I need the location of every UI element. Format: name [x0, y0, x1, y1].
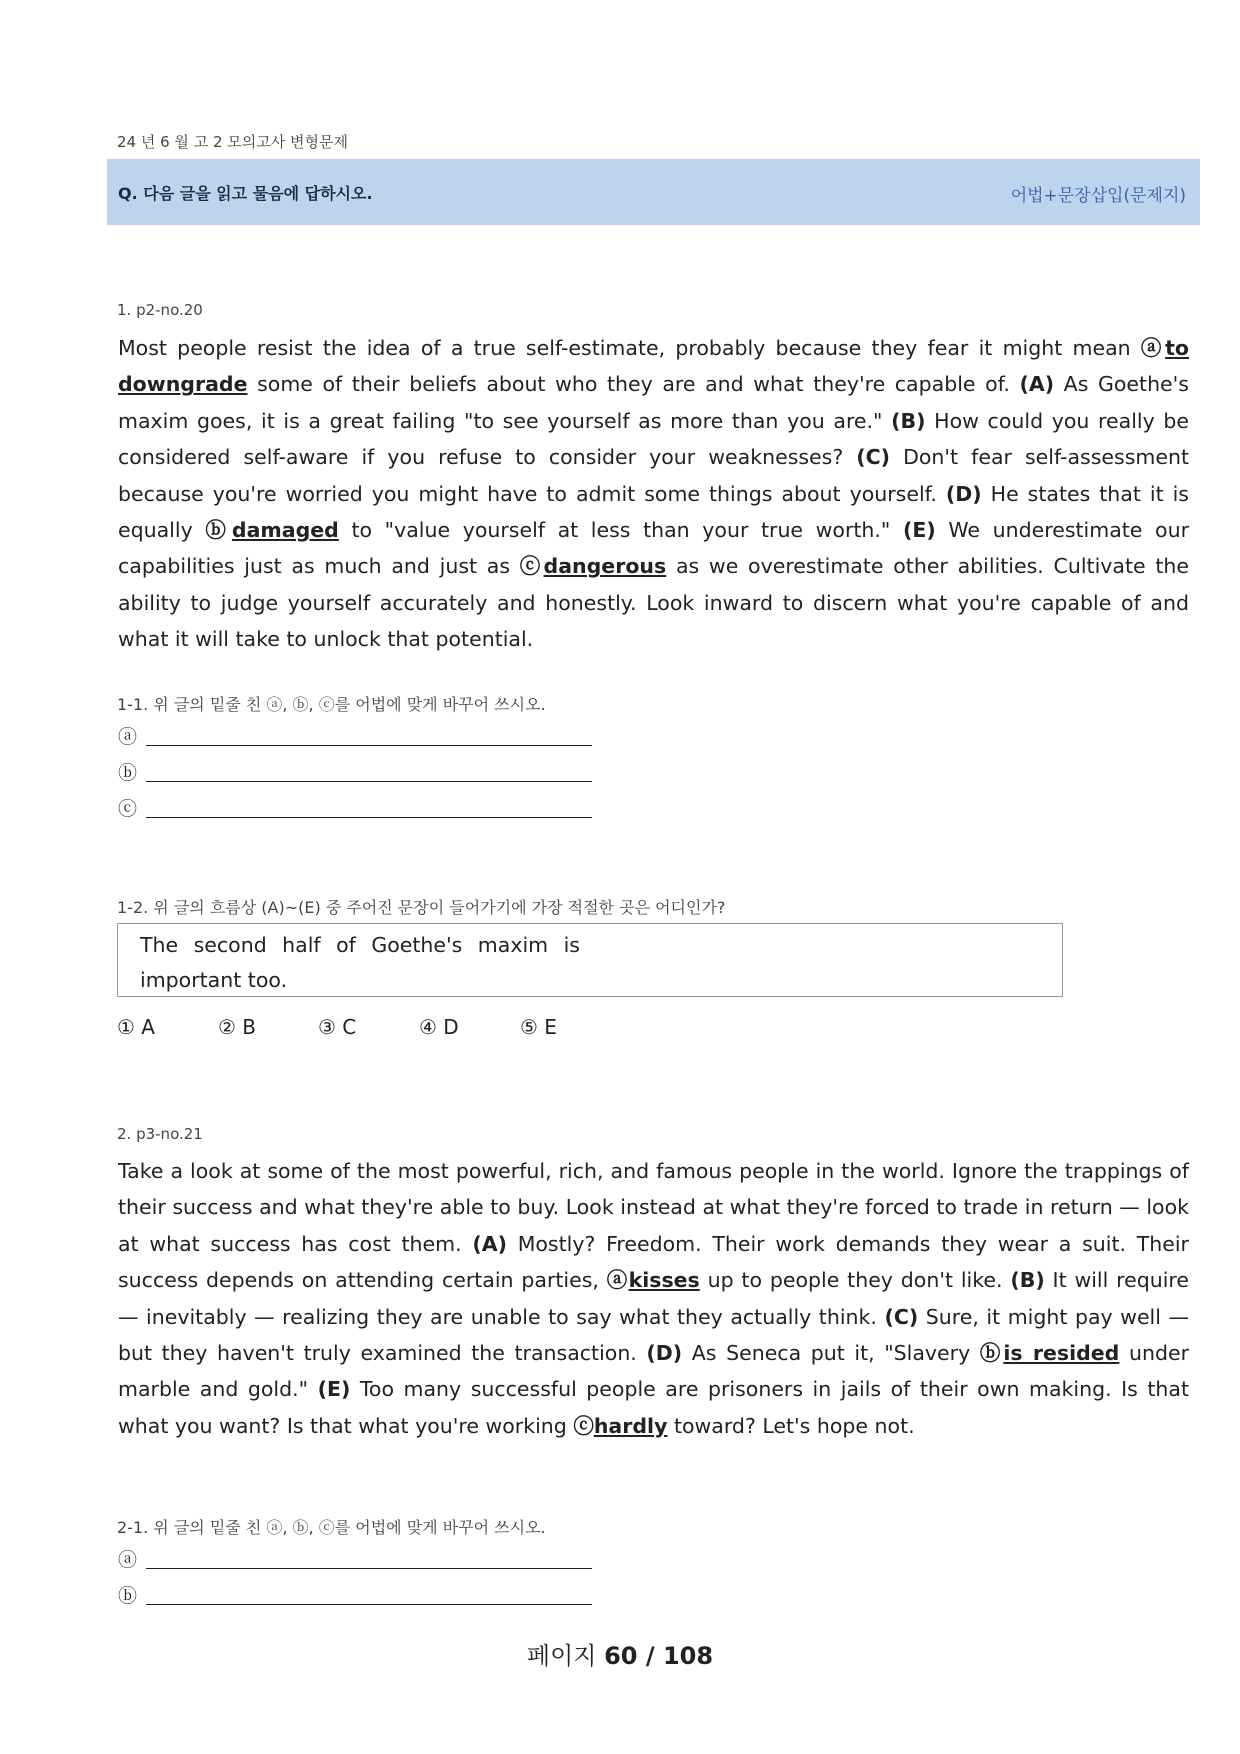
passage-text: As Seneca put it, "Slavery: [682, 1341, 980, 1366]
passage-text: Don't fear self-assessment because you're worried you might have to admit some things about yourself.: [118, 445, 1189, 506]
underlined-c: dangerous: [543, 554, 667, 579]
question-type: 어법+문장삽입(문제지): [1010, 186, 1186, 206]
passage-text: Too many successful people are prisoners in jails of their own making. Is that what you want? Is that what you're working: [118, 1377, 1189, 1438]
passage-text: toward? Let's hope not.: [667, 1413, 915, 1438]
passage-text: under marble and gold.": [118, 1341, 1189, 1402]
underlined-b: is resided: [1003, 1341, 1120, 1366]
marker-b: ⓑ: [205, 518, 232, 543]
passage-text: to "value yourself at less than your true worth.": [338, 518, 903, 543]
underlined-a: to downgrade: [118, 336, 1190, 397]
position-C: (C): [856, 445, 891, 470]
page-number: [0, 1636, 1240, 1671]
answer-label-b: ⓑ: [118, 1585, 138, 1607]
passage-text: Mostly? Freedom. Their work demands they wear a suit. Their success depends on attending certain parties,: [118, 1231, 1189, 1293]
answer-line-b[interactable]: [146, 781, 592, 782]
position-E: (E): [317, 1377, 351, 1402]
option-3[interactable]: ③ C: [318, 1015, 357, 1039]
option-1[interactable]: ① A: [117, 1015, 155, 1039]
q2-label: 2. p3-no.21: [117, 1125, 203, 1143]
q1-passage: [118, 330, 1189, 658]
marker-a: ⓐ: [606, 1268, 629, 1293]
answer-label-a: ⓐ: [118, 726, 138, 748]
position-D: (D): [646, 1341, 683, 1366]
passage-text: He states that it is equally: [118, 481, 1189, 543]
passage-text: as we overestimate other abilities. Cultivate the ability to judge yourself accurately and honestly. Look inward to discern what you're capable of and what it will take to unlock that potential.: [118, 554, 1190, 652]
option-2[interactable]: ② B: [218, 1015, 257, 1039]
passage-text: Take a look at some of the most powerful, rich, and famous people in the world. Ignore the trappings of their success and what they're able to buy. Look instead at what they're forced to trade in return — look at what success has cost them.: [118, 1159, 1189, 1256]
passage-text: Most people resist the idea of a true self-estimate, probably because they fear it might mean: [118, 336, 1141, 360]
position-C: (C): [884, 1304, 919, 1329]
passage-text: Sure, it might pay well — but they haven't truly examined the transaction.: [118, 1304, 1189, 1366]
answer-line-a[interactable]: [146, 745, 592, 746]
answer-line-b[interactable]: [146, 1604, 592, 1605]
q1-label: 1. p2-no.20: [117, 301, 203, 319]
q1-2-instruction: 1-2. 위 글의 흐름상 (A)~(E) 중 주어진 문장이 들어가기에 가장 적절한 곳은 어디인가?: [117, 898, 726, 917]
answer-line-c[interactable]: [146, 817, 592, 818]
position-A: (A): [472, 1231, 507, 1256]
passage-text: It will require — inevitably — realizing they are unable to say what they actually think.: [118, 1268, 1190, 1329]
passage-text: As Goethe's maxim goes, it is a great failing "to see yourself as more than you are.": [118, 372, 1189, 433]
question-prompt: Q. 다음 글을 읽고 물음에 답하시오.: [118, 184, 373, 203]
passage-text: some of their beliefs about who they are and what they're capable of.: [247, 372, 1020, 397]
answer-label-a: ⓐ: [118, 1549, 138, 1571]
option-4[interactable]: ④ D: [419, 1015, 459, 1039]
passage-text: up to people they don't like.: [699, 1268, 1011, 1293]
position-B: (B): [891, 408, 926, 433]
position-E: (E): [902, 518, 936, 543]
position-A: (A): [1019, 372, 1055, 397]
answer-label-c: ⓒ: [118, 798, 138, 820]
exam-title: 24 년 6 월 고 2 모의고사 변형문제: [117, 133, 348, 151]
given-sentence-box: [117, 923, 1063, 997]
passage-text: We underestimate our capabilities just as much and just as: [118, 518, 1189, 579]
page-separator: /: [637, 1642, 663, 1670]
page-current: 60: [604, 1642, 638, 1670]
page-prefix: 페이지: [526, 1642, 605, 1670]
q1-1-instruction: 1-1. 위 글의 밑줄 친 ⓐ, ⓑ, ⓒ를 어법에 맞게 바꾸어 쓰시오.: [117, 695, 546, 714]
marker-c: ⓒ: [519, 554, 544, 579]
underlined-b: damaged: [231, 518, 339, 543]
q2-passage: [118, 1153, 1189, 1444]
answer-line-a[interactable]: [146, 1568, 592, 1569]
underlined-c: hardly: [593, 1413, 668, 1438]
answer-label-b: ⓑ: [118, 762, 138, 784]
marker-b: ⓑ: [979, 1341, 1004, 1366]
given-sentence: The second half of Goethe's maxim is important too.: [140, 933, 580, 992]
marker-a: ⓐ: [1140, 336, 1166, 360]
passage-text: How could you really be considered self-aware if you refuse to consider your weaknesses?: [118, 408, 1190, 470]
q2-1-instruction: 2-1. 위 글의 밑줄 친 ⓐ, ⓑ, ⓒ를 어법에 맞게 바꾸어 쓰시오.: [117, 1518, 546, 1537]
position-D: (D): [945, 481, 982, 506]
position-B: (B): [1010, 1268, 1045, 1293]
underlined-a: kisses: [628, 1268, 700, 1293]
marker-c: ⓒ: [573, 1413, 594, 1438]
option-5[interactable]: ⑤ E: [520, 1015, 557, 1039]
page-total: 108: [662, 1642, 714, 1670]
